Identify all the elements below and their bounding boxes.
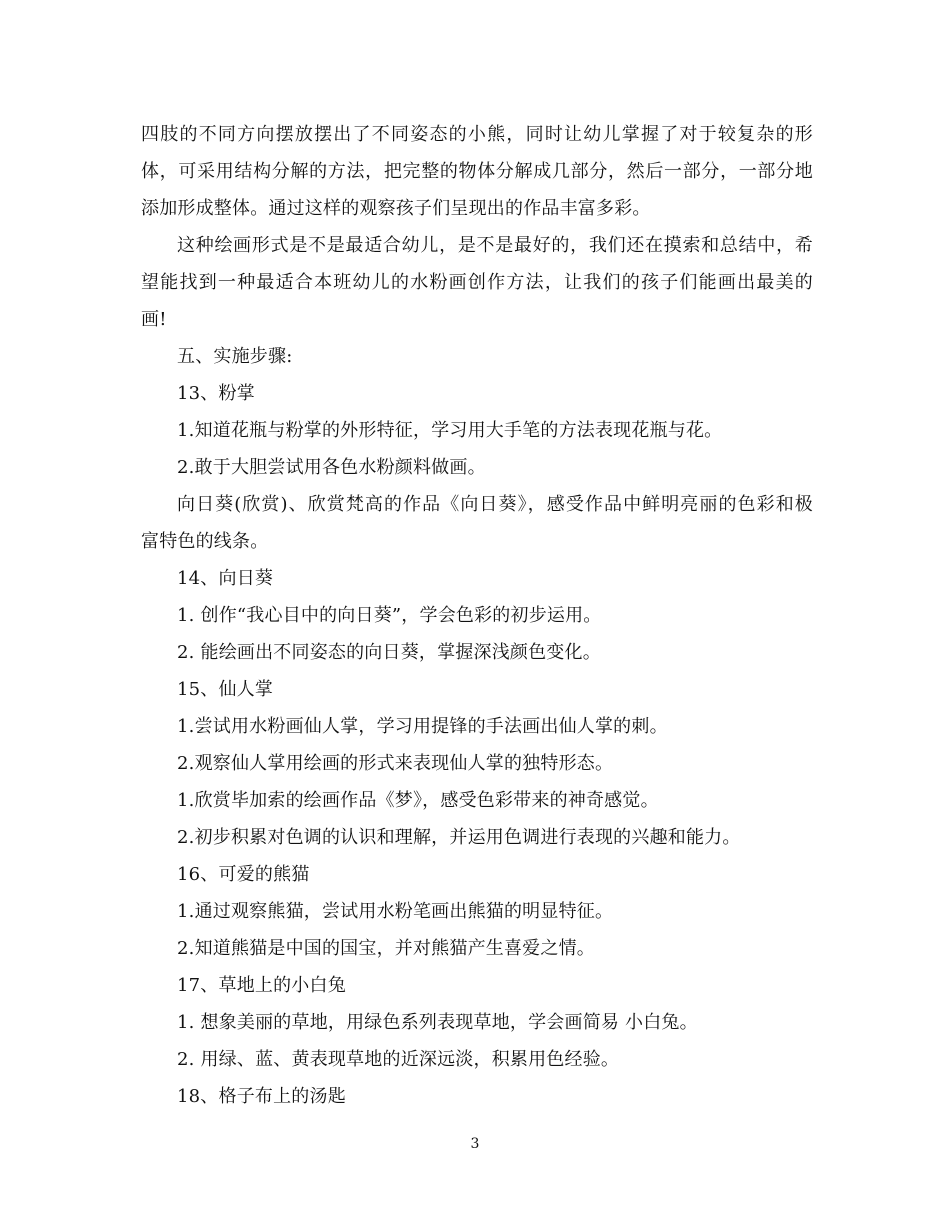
section-heading: 五、实施步骤:	[177, 346, 293, 367]
lesson-title: 14、向日葵	[177, 568, 274, 589]
page-number: 3	[470, 1136, 480, 1152]
paragraph-line: 这种绘画形式是不是最适合幼儿，是不是最好的，我们还在摸索和总结中，希	[177, 235, 813, 256]
lesson-goal: 2.观察仙人掌用绘画的形式来表现仙人掌的独特形态。	[177, 753, 614, 774]
lesson-goal: 2.敢于大胆尝试用各色水粉颜料做画。	[177, 457, 486, 478]
paragraph-line: 四肢的不同方向摆放摆出了不同姿态的小熊，同时让幼儿掌握了对于较复杂的形	[141, 124, 813, 145]
lesson-title: 16、可爱的熊猫	[177, 864, 310, 885]
lesson-goal: 1. 创作“我心目中的向日葵”，学会色彩的初步运用。	[177, 605, 602, 626]
paragraph-line: 体，可采用结构分解的方法，把完整的物体分解成几部分，然后一部分，一部分地	[141, 161, 813, 182]
lesson-goal: 1.知道花瓶与粉掌的外形特征，学习用大手笔的方法表现花瓶与花。	[177, 420, 723, 441]
document-body	[141, 116, 813, 1115]
lesson-title: 17、草地上的小白兔	[177, 975, 346, 996]
paragraph-line: 画!	[141, 309, 167, 330]
lesson-title: 13、粉掌	[177, 383, 255, 404]
lesson-goal: 2.知道熊猫是中国的国宝，并对熊猫产生喜爱之情。	[177, 938, 595, 959]
paragraph-line: 富特色的线条。	[141, 531, 269, 552]
lesson-goal: 1.尝试用水粉画仙人掌，学习用提锋的手法画出仙人掌的刺。	[177, 716, 668, 737]
lesson-goal: 1. 想象美丽的草地，用绿色系列表现草地，学会画简易 小白兔。	[177, 1012, 698, 1033]
lesson-goal: 1.欣赏毕加索的绘画作品《梦》，感受色彩带来的神奇感觉。	[177, 790, 659, 811]
lesson-goal: 1.通过观察熊猫，尝试用水粉笔画出熊猫的明显特征。	[177, 901, 614, 922]
lesson-title: 18、格子布上的汤匙	[177, 1086, 346, 1107]
paragraph-line: 添加形成整体。通过这样的观察孩子们呈现出的作品丰富多彩。	[141, 198, 651, 219]
paragraph-line: 向日葵(欣赏)、欣赏梵高的作品《向日葵》，感受作品中鲜明亮丽的色彩和极	[177, 494, 813, 515]
paragraph-line: 望能找到一种最适合本班幼儿的水粉画创作方法，让我们的孩子们能画出最美的	[141, 272, 813, 293]
lesson-goal: 2. 能绘画出不同姿态的向日葵，掌握深浅颜色变化。	[177, 642, 601, 663]
lesson-title: 15、仙人掌	[177, 679, 274, 700]
lesson-goal: 2. 用绿、蓝、黄表现草地的近深远淡，积累用色经验。	[177, 1049, 620, 1070]
lesson-goal: 2.初步积累对色调的认识和理解，并运用色调进行表现的兴趣和能力。	[177, 827, 741, 848]
